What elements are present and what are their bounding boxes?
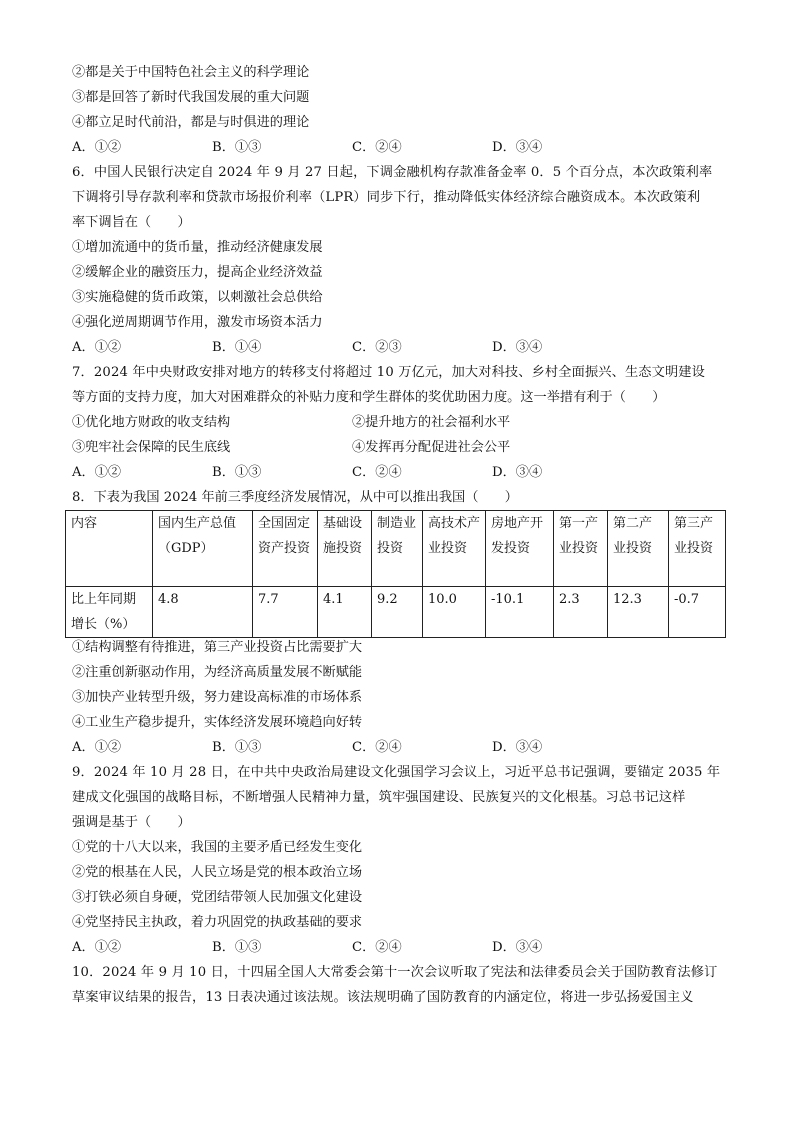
q6-item-4: ④强化逆周期调节作用，激发市场资本活力 (72, 315, 323, 330)
q5-item-3: ③都是回答了新时代我国发展的重大问题 (72, 90, 310, 105)
q7-item-1: ①优化地方财政的收支结构 (72, 415, 231, 430)
table-cell: 9.2 (372, 587, 423, 638)
q8-item-2: ②注重创新驱动作用，为经济高质量发展不断赋能 (72, 665, 363, 680)
q7-item-4: ④发挥再分配促进社会公平 (352, 440, 511, 455)
table-header-cell: 制造业投资 (372, 511, 423, 587)
q5-option-d[interactable]: D．③④ (492, 140, 543, 155)
q8-item-4: ④工业生产稳步提升，实体经济发展环境趋向好转 (72, 715, 363, 730)
table-cell: 4.1 (318, 587, 372, 638)
table-header-cell: 高技术产业投资 (423, 511, 486, 587)
table-header-cell: 内容 (66, 511, 153, 587)
q9-option-a[interactable]: A．①② (72, 940, 122, 955)
economy-table (65, 510, 726, 638)
q9-option-c[interactable]: C．②④ (352, 940, 402, 955)
q10-stem-line-2: 草案审议结果的报告，13 日表决通过该法规。该法规明确了国防教育的内涵定位，将进一步弘扬爱国主义 (72, 990, 694, 1005)
q8-item-3: ③加快产业转型升级，努力建设高标准的市场体系 (72, 690, 363, 705)
q9-item-3: ③打铁必须自身硬，党团结带领人民加强文化建设 (72, 890, 363, 905)
q5-option-b[interactable]: B．①③ (212, 140, 262, 155)
q8-option-a[interactable]: A．①② (72, 740, 122, 755)
table-cell: -10.1 (486, 587, 554, 638)
q9-option-d[interactable]: D．③④ (492, 940, 543, 955)
table-header-cell: 第一产业投资 (554, 511, 608, 587)
table-header-cell: 国内生产总值（GDP） (153, 511, 253, 587)
q5-item-2: ②都是关于中国特色社会主义的科学理论 (72, 65, 310, 80)
q6-item-2: ②缓解企业的融资压力，提高企业经济效益 (72, 265, 323, 280)
q9-stem-line-2: 建成文化强国的战略目标，不断增强人民精神力量，筑牢强国建设、民族复兴的文化根基。习总书记这样 (72, 790, 686, 805)
table-cell: 12.3 (608, 587, 669, 638)
q6-stem-line-2: 下调将引导存款利率和贷款市场报价利率（LPR）同步下行，推动降低实体经济综合融资成本。本次政策利 (72, 190, 701, 205)
table-cell: -0.7 (669, 587, 726, 638)
q5-option-c[interactable]: C．②④ (352, 140, 402, 155)
q6-stem-line-3: 率下调旨在（ ） (72, 215, 191, 230)
q6-stem-line-1: 6．中国人民银行决定自 2024 年 9 月 27 日起，下调金融机构存款准备金率 0．5 个百分点，本次政策利率 (72, 165, 713, 180)
q5-option-a[interactable]: A．①② (72, 140, 122, 155)
q9-item-4: ④党坚持民主执政，着力巩固党的执政基础的要求 (72, 915, 363, 930)
q7-item-2: ②提升地方的社会福利水平 (352, 415, 511, 430)
q8-option-c[interactable]: C．②④ (352, 740, 402, 755)
table-cell: 2.3 (554, 587, 608, 638)
table-cell: 7.7 (253, 587, 318, 638)
q9-item-1: ①党的十八大以来，我国的主要矛盾已经发生变化 (72, 840, 363, 855)
q6-item-3: ③实施稳健的货币政策，以刺激社会总供给 (72, 290, 323, 305)
table-cell: 4.8 (153, 587, 253, 638)
q6-option-a[interactable]: A．①② (72, 340, 122, 355)
table-row (66, 587, 726, 638)
table-row-label: 比上年同期增长（%） (66, 587, 153, 638)
q7-option-a[interactable]: A．①② (72, 465, 122, 480)
q7-option-c[interactable]: C．②④ (352, 465, 402, 480)
q9-stem-line-1: 9．2024 年 10 月 28 日，在中共中央政治局建设文化强国学习会议上，习近平总书记强调，要锚定 2035 年 (72, 765, 721, 780)
table-header-cell: 全国固定资产投资 (253, 511, 318, 587)
table-header-cell: 第三产业投资 (669, 511, 726, 587)
q9-item-2: ②党的根基在人民，人民立场是党的根本政治立场 (72, 865, 363, 880)
q10-stem-line-1: 10．2024 年 9 月 10 日，十四届全国人大常委会第十一次会议听取了宪法和法律委员会关于国防教育法修订 (72, 965, 718, 980)
table-header-cell: 基础设施投资 (318, 511, 372, 587)
q6-option-c[interactable]: C．②③ (352, 340, 402, 355)
q7-option-d[interactable]: D．③④ (492, 465, 543, 480)
q7-item-3: ③兜牢社会保障的民生底线 (72, 440, 231, 455)
q6-option-b[interactable]: B．①④ (212, 340, 262, 355)
table-cell: 10.0 (423, 587, 486, 638)
q8-option-b[interactable]: B．①③ (212, 740, 262, 755)
q8-item-1: ①结构调整有待推进，第三产业投资占比需要扩大 (72, 640, 363, 655)
q7-stem-line-2: 等方面的支持力度，加大对困难群众的补贴力度和学生群体的奖优助困力度。这一举措有利于（ ） (72, 390, 666, 405)
q7-stem-line-1: 7．2024 年中央财政安排对地方的转移支付将超过 10 万亿元，加大对科技、乡村全面振兴、生态文明建设 (72, 365, 705, 380)
q5-item-4: ④都立足时代前沿，都是与时俱进的理论 (72, 115, 310, 130)
q9-option-b[interactable]: B．①③ (212, 940, 262, 955)
table-header-row (66, 511, 726, 587)
q7-option-b[interactable]: B．①③ (212, 465, 262, 480)
q6-item-1: ①增加流通中的货币量，推动经济健康发展 (72, 240, 323, 255)
q6-option-d[interactable]: D．③④ (492, 340, 543, 355)
q9-stem-line-3: 强调是基于（ ） (72, 815, 191, 830)
q8-option-d[interactable]: D．③④ (492, 740, 543, 755)
table-header-cell: 第二产业投资 (608, 511, 669, 587)
q8-stem: 8．下表为我国 2024 年前三季度经济发展情况，从中可以推出我国（ ） (72, 490, 518, 505)
table-header-cell: 房地产开发投资 (486, 511, 554, 587)
